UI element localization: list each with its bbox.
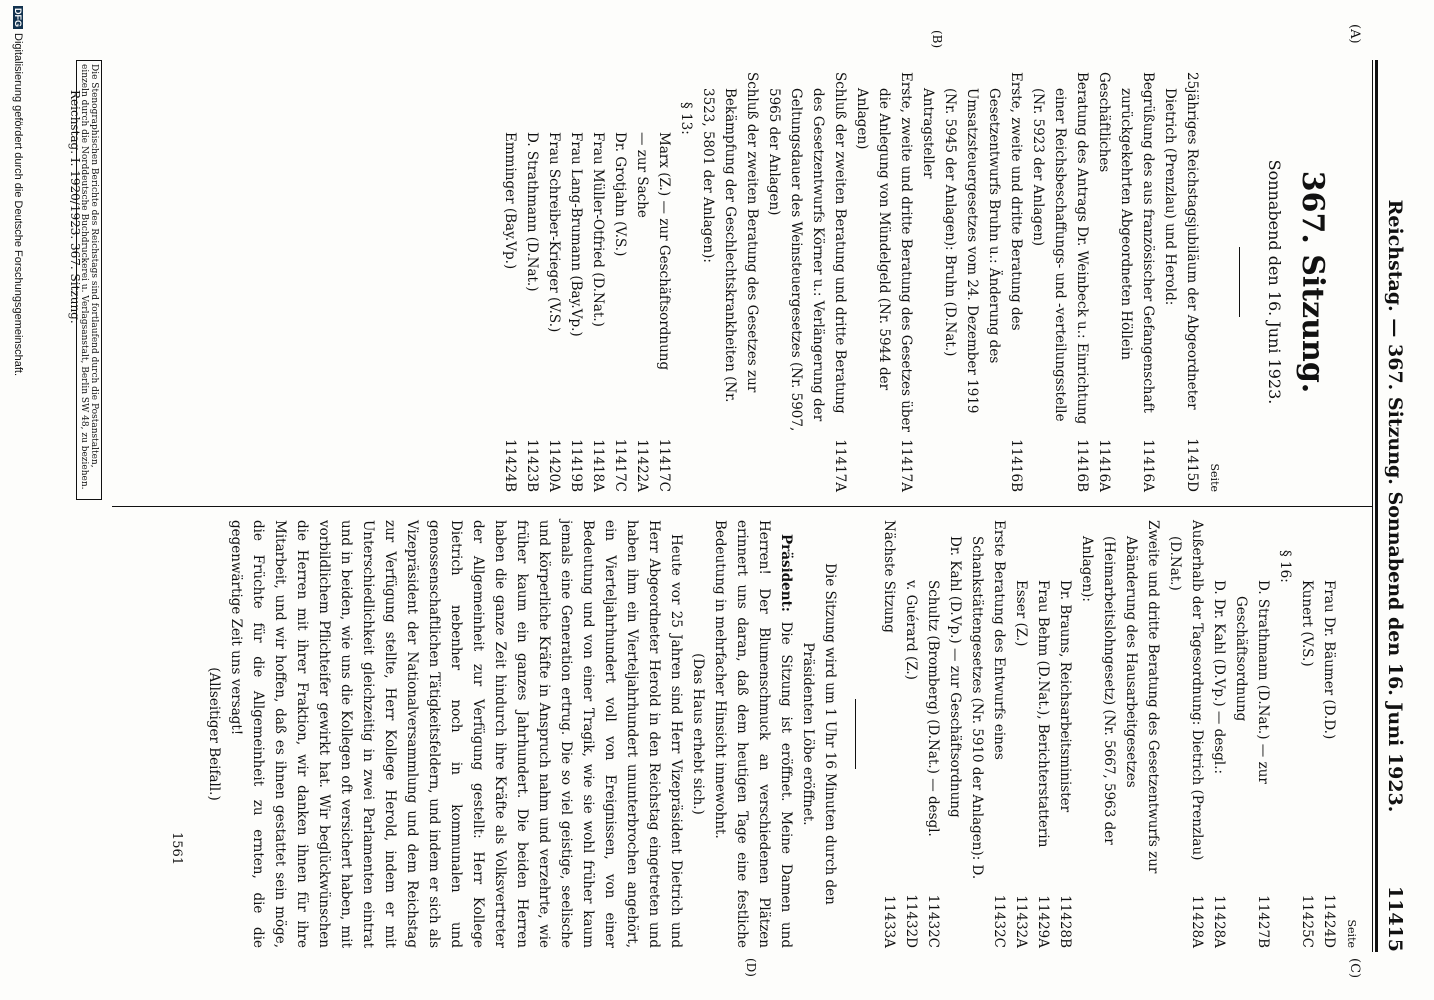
speaker-entry: Emminger (Bay.Vp.) 11424B [502,132,518,492]
section-rule [855,699,856,769]
column-divider [112,506,1372,507]
speaker-entry: D. Strathmann (D.Nat.) 11423B [524,132,540,492]
toc-entry: 25jähriges Reichstagsjubiläum der Abgeordneter Dietrich (Prenzlau) und Herold: 11415D [1162,72,1200,492]
section-heading: § 16: [1277,550,1293,583]
left-column [499,72,1362,492]
speech-paragraph: Heute vor 25 Jahren sind Herr Vizepräsident Dietrich und Herr Abgeordneter Herold in den Reichstag eingetreten und haben ihm ein Vierteljahrhundert ununterbrochen angehört, ein Vierteljahrhundert voll von Ereignissen, von einer Bedeutung und von einer Tragik, wie sie wohl früher kaum jemals eine Generation ertrug. Die so viel geistige, seelische und körperliche Kräfte in Anspruch nahm und verzehrte, wie früher kaum ein ganzes Jahrhundert. Die beiden Herren haben die ganze Zeit hindurch ihre Kräfte als Volksvertreter der Allgemeinheit zur Verfügung gestellt: Herr Kollege Dietrich nebenher noch in kommunalen und genossenschaftlichen Tätigkeitsfeldern, und indem er sich als Vizepräsident der Nationalversammlung und dem Reichstag zur Verfügung stellte, Herr Kollege Herold, indem er mit Unterschiedlichkeit gleichzeitig in zwei Parlamenten eintrat und in beiden, wie uns die Kollegen oft versichert haben, mit vorbildlichem Pflichteifer gewirkt hat. Wir beglückwünschen die Herren mit ihrer Fraktion, wir danken ihnen für ihre Mitarbeit, und wir hoffen, daß es ihnen gestattet sein möge, die Früchte für die Allgemeinheit zu ernten, die die gegenwärtige Zeit uns versagt! [228,520,684,948]
speaker-entry: Frau Behm (D.Nat.), Berichterstatterin 11429A [1035,580,1051,948]
toc-entry: Schluß der zweiten Beratung des Gesetzes zur Bekämpfung der Geschlechtskrankheiten (Nr. 3523, 5801 der Anlagen): [700,72,760,403]
speaker-entry: Marx (Z.) — zur Geschäftsordnung 11417C [656,132,672,492]
toc-entry: Schluß der zweiten Beratung und dritte Beratung des Gesetzentwurfs Körner u.: Verlängerung der Geltungsdauer des Weinsteuergesetzes (Nr. 5907, 5965 der Anlagen) 11417A [766,72,848,492]
president-paragraph: Präsident: Die Sitzung ist eröffnet. Meine Damen und Herren! Der Blumenschmuck an verschiedenen Plätzen erinnert uns daran, daß dem heutigen Tage eine festliche Bedeutung in mehrfacher Hinsicht innewohnt. [712,520,794,949]
speaker-entry: Frau Dr. Bäumer (D.D.) 11424D [1321,580,1337,948]
toc-entry: Außerhalb der Tagesordnung: Dietrich (Prenzlau) (D.Nat.) 11428A [1167,520,1205,948]
speaker-entry: Esser (Z.) 11432A [1013,580,1029,948]
session-title: 367. Sitzung. [1295,170,1330,394]
dfg-credit [12,6,24,376]
speaker-entry: Dr. Brauns, Reichsarbeitsminister 11428B [1057,580,1073,948]
toc-entry: Erste Beratung des Entwurfs eines Schankstättengesetzes (Nr. 5910 der Anlagen): D. Dr. Kahl (D.Vp.) — zur Geschäftsordnung 11432C [947,520,1007,948]
margin-letter-a: (A) [1347,24,1362,44]
speaker-entry: Schultz (Bromberg) (D.Nat.) — desgl. 11432C [925,580,941,948]
margin-letter-c: (C) [1347,958,1362,979]
toc-entry: Erste, zweite und dritte Beratung des Gesetzes über die Anlegung von Mündelgeld (Nr. 5944 der Anlagen) 11417A [854,72,914,492]
imprint-box: Die Stenographischen Berichte des Reichstags sind fortlaufend durch die Postanstalten, einzeln durch die Norddeutsche Buchdruckerei u. Verlagsanstalt, Berlin SW 48, zu beziehen. [76,60,102,500]
bottom-page-number: 1561 [169,832,184,866]
toc-entry: Geschäftliches 11416A [1096,72,1112,492]
speaker-entry: — zur Sache 11422A [634,132,650,492]
section-heading: § 13: [678,102,694,135]
speaker-entry: v. Guérard (Z.) 11432D [903,580,919,948]
seite-label: Seite [1208,463,1221,492]
speaker-entry: Frau Lang-Brumann (Bay.Vp.) 11419B [568,132,584,492]
speaker-entry: Kunert (V.S.) 11425C [1299,580,1315,948]
header-title: Reichstag. — 367. Sitzung. Sonnabend den 16. Juni 1923. [1384,199,1406,813]
margin-letter-d: (D) [744,958,758,977]
toc-entry: Zweite und dritte Beratung des Gesetzentwurfs zur Abänderung des Hausarbeitgesetzes (Heimarbeitslohngesetz) (Nr. 5667, 5963 der Anlagen): [1079,520,1161,874]
toc-entry: Beratung des Antrags Dr. Weinbeck u.: Einrichtung einer Reichsbeschaffungs- und -verteilungsstelle (Nr. 5923 der Anlagen) 11416B [1030,72,1090,492]
title-rule [1239,247,1240,317]
speaker-entry: Dr. Grotjahn (V.S.) 11417C [612,132,628,492]
header-rule-thin [1372,60,1373,952]
toc-entry: Erste, zweite und dritte Beratung des Gesetzentwurfs Bruhn u.: Änderung des Umsatzsteuergesetzes vom 24. Dezember 1919 (Nr. 5945 der Anlagen): Bruhn (D.Nat.) Antragsteller 11416B [920,72,1024,492]
dfg-logo: DFG [13,8,23,27]
speaker-entry: Frau Schreiber-Krieger (V.S.) 11420A [546,132,562,492]
footer-line: Reichstag. I. 1920/1923. 367. Sitzung. [68,90,82,324]
dfg-note: Digitalisierung gefördert durch die Deutsche Forschungsgemeinschaft. [12,33,24,377]
stage-direction: (Allseitiger Beifall.) [206,667,222,801]
running-header [1380,60,1406,952]
opening-line: Die Sitzung wird um 1 Uhr 16 Minuten durch den Präsidenten Löbe eröffnet. [800,563,838,905]
speaker-entry: Frau Müller-Otfried (D.Nat.) 11418A [590,132,606,492]
header-page-number: 11415 [1384,885,1406,952]
stage-direction: (Das Haus erhebt sich.) [690,653,706,815]
toc-entry: Begrüßung des aus französischer Gefangenschaft zurückgekehrten Abgeordneten Höllein 11416A [1118,72,1156,492]
margin-letter-b: (B) [930,30,944,49]
header-rule [1375,60,1378,952]
session-date: Sonnabend den 16. Juni 1923. [1265,159,1284,405]
toc-entry: Nächste Sitzung 11433A [881,520,897,948]
seite-label-right: Seite [1345,919,1358,948]
speaker-entry: D. Strathmann (D.Nat.) — zur Geschäftsordnung 11427B [1233,580,1271,948]
speaker-entry: D. Dr. Kahl (D.Vp.) — desgl.: 11428A [1211,580,1227,948]
right-column [203,520,1362,948]
